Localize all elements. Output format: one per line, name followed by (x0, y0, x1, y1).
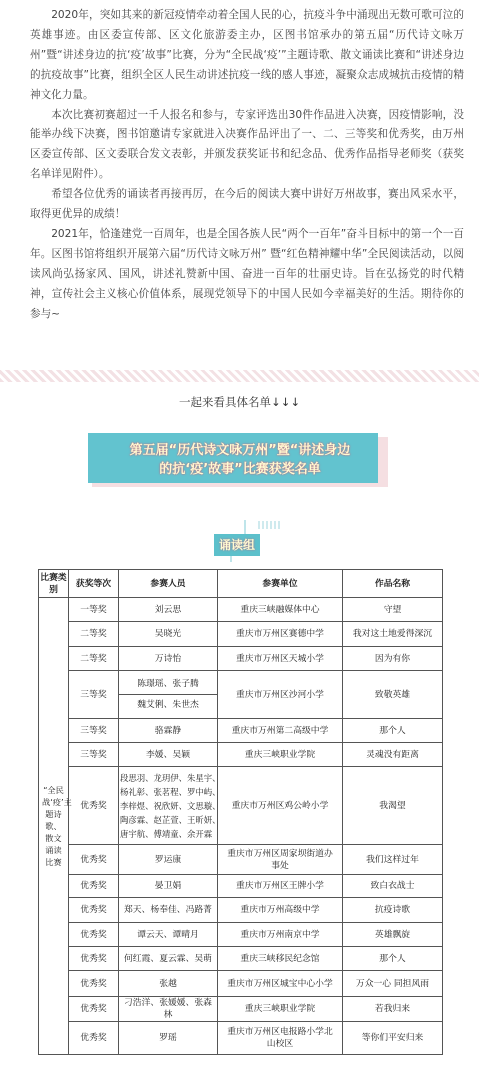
decoration-line (230, 556, 232, 562)
people-cell (119, 1022, 218, 1055)
participant-names: 陈璟瑶、张子腾 (119, 674, 217, 695)
unit-cell: 重庆市万州区赛德中学 (218, 622, 343, 647)
participant-names: 陶彦霖、赵芷萱、王昕妍、 (120, 814, 221, 825)
award-cell: 优秀奖 (69, 1022, 119, 1055)
table-row (39, 971, 443, 997)
unit-cell: 重庆市万州区鸡公岭小学 (218, 767, 343, 845)
award-cell: 优秀奖 (69, 898, 119, 923)
table-row (39, 767, 443, 845)
header-people: 参赛人员 (119, 570, 218, 598)
participant-names: 何红霞、夏云霖、吴萌 (124, 953, 212, 964)
participant-names: 骆霖静 (154, 725, 182, 736)
people-cell (119, 598, 218, 622)
unit-cell: 重庆市万州区天城小学 (218, 647, 343, 671)
work-cell: 我对这土地爱得深沉 (343, 622, 443, 647)
people-cell (119, 767, 221, 845)
header-award: 获奖等次 (69, 570, 119, 598)
awards-table (38, 569, 443, 1055)
people-cell (119, 719, 218, 743)
table-row (39, 647, 443, 671)
decoration-dots (258, 521, 280, 529)
participant-names: 唐宇航、傅靖童、余开霖 (120, 828, 213, 839)
table-row (39, 898, 443, 923)
participant-names: 罗运康 (154, 854, 182, 865)
work-cell: 我渴望 (343, 767, 443, 845)
banner-title-line1: 第五届“历代诗文咏万州”暨“讲述身边 (129, 443, 351, 458)
work-cell: 若我归来 (343, 997, 443, 1022)
unit-cell: 重庆市万州高级中学 (218, 898, 343, 923)
people-cell (119, 647, 218, 671)
unit-cell: 重庆市万州区电报路小学北山校区 (218, 1022, 343, 1055)
intro-paragraph: 2021年，恰逢建党一百周年，也是全国各族人民“两个一百年”奋斗目标中的第一个一百年。区图书馆将组织开展第六届“历代诗文咏万州” 暨“红色精神耀中华”全民阅读活动，以阅读风尚弘扬家风、国风，讲述礼赞新中国、奋进一百年的壮丽史诗。旨在弘扬党的时代精神，宣传社会主义核心价值体系，展现党领导下的中国人民如今幸福美好的生活。期待你的参与~ (30, 227, 464, 320)
lead-text: 一起来看具体名单↓↓↓ (179, 395, 300, 409)
table-row (39, 875, 443, 898)
header-unit: 参赛单位 (218, 570, 343, 598)
people-cell (119, 845, 218, 875)
award-cell: 优秀奖 (69, 845, 119, 875)
participant-names: 罗瑶 (159, 1033, 177, 1043)
table-row (39, 622, 443, 647)
intro-paragraph: 本次比赛初赛超过一千人报名和参与，专家评选出30件作品进入决赛，因疫情影响，没能举办线下决赛，图书馆邀请专家就进入决赛作品评出了一、二、三等奖和优秀奖，由万州区委宣传部、区文委联合发文表彰，并颁发获奖证书和纪念品、优秀作品指导老师奖（获奖名单详见附件）。 (30, 108, 464, 181)
award-cell: 三等奖 (69, 671, 119, 719)
participant-names: 晏卫娟 (154, 881, 182, 891)
people-cell (119, 923, 218, 947)
participant-names: 刁浩洋、张媛媛、张森林 (124, 998, 212, 1020)
table-row (39, 997, 443, 1022)
section-divider (0, 370, 479, 382)
unit-cell: 重庆市万州区周家坝街道办事处 (218, 845, 343, 875)
participant-names: 万诗怡 (154, 653, 182, 664)
table-row (39, 743, 443, 767)
participant-names: 杨礼彰、张茗程、罗中屿、 (120, 786, 221, 797)
table-row (39, 719, 443, 743)
table-row (39, 671, 443, 719)
work-cell: 致白衣战士 (343, 875, 443, 898)
work-cell: 等你们平安归来 (343, 1022, 443, 1055)
award-cell: 三等奖 (69, 719, 119, 743)
participant-names: 李梓煜、祝欣妍、文思璇、 (120, 800, 221, 811)
participant-names: 刘云思 (154, 604, 182, 615)
award-cell: 优秀奖 (69, 947, 119, 971)
table-row (39, 1022, 443, 1055)
banner-title-line2: 的抗‘疫’故事”比赛获奖名单 (159, 462, 321, 477)
header-work: 作品名称 (343, 570, 443, 598)
category-cell: “全民战‘疫’主题诗歌、散文诵读比赛 (39, 598, 69, 1055)
participant-names: 谭云天、谭晴月 (137, 929, 199, 940)
unit-cell: 重庆三峡职业学院 (218, 743, 343, 767)
work-cell: 灵魂没有距离 (343, 743, 443, 767)
work-cell: 致敬英雄 (343, 671, 443, 719)
participant-names: 郑天、杨奉佳、冯路菁 (124, 905, 212, 915)
unit-cell: 重庆市万州区沙河小学 (218, 671, 343, 719)
people-cell (119, 971, 218, 997)
people-cell (119, 898, 218, 923)
group-heading (202, 518, 277, 560)
table-row (39, 923, 443, 947)
unit-cell: 重庆市万州第二高级中学 (218, 719, 343, 743)
award-cell: 优秀奖 (69, 923, 119, 947)
table-row (39, 598, 443, 622)
work-cell: 抗疫诗歌 (343, 898, 443, 923)
decoration-line (244, 520, 246, 534)
people-cell (119, 947, 218, 971)
unit-cell: 重庆市万州区城宝中心小学 (218, 971, 343, 997)
participant-names: 张越 (159, 978, 177, 989)
award-cell: 优秀奖 (69, 997, 119, 1022)
header-category: 比赛类别 (39, 570, 69, 598)
award-cell: 优秀奖 (69, 767, 119, 845)
work-cell: 万众一心 同担风雨 (343, 971, 443, 997)
award-cell: 一等奖 (69, 598, 119, 622)
participant-names: 魏艾俐、朱世杰 (137, 700, 199, 710)
participant-names: 李媛、吴颖 (146, 749, 190, 760)
intro-text (30, 6, 464, 325)
work-cell: 守望 (343, 598, 443, 622)
people-cell (119, 875, 218, 898)
work-cell: 我们这样过年 (343, 845, 443, 875)
participant-names: 段思羽、龙玥伊、朱星宇、 (120, 772, 221, 783)
table-row (39, 845, 443, 875)
people-cell (119, 671, 218, 719)
award-cell: 三等奖 (69, 743, 119, 767)
participant-names: 吴晓光 (154, 629, 182, 639)
people-cell (119, 743, 218, 767)
title-banner (92, 437, 388, 487)
table-row (39, 947, 443, 971)
intro-paragraph: 2020年，突如其来的新冠疫情牵动着全国人民的心，抗疫斗争中涌现出无数可歌可泣的英雄事迹。由区委宣传部、区文化旅游委主办，区图书馆承办的第五届“历代诗文咏万州”暨“讲述身边的抗‘疫’故事”比赛，分为“全民战‘疫’”主题诗歌、散文诵读比赛和“讲述身边的抗疫故事”比赛，组织全区人民生动讲述抗疫一线的感人事迹，凝聚众志成城抗击疫情的精神文化力量。 (30, 9, 464, 101)
award-cell: 优秀奖 (69, 875, 119, 898)
intro-paragraph: 希望各位优秀的诵读者再接再厉，在今后的阅读大赛中讲好万州故事，赛出风采水平，取得更优异的成绩！ (30, 188, 464, 221)
unit-cell: 重庆三峡职业学院 (218, 997, 343, 1022)
work-cell: 英雄飘旋 (343, 923, 443, 947)
work-cell: 因为有你 (343, 647, 443, 671)
award-cell: 二等奖 (69, 622, 119, 647)
unit-cell: 重庆三峡融媒体中心 (218, 598, 343, 622)
unit-cell: 重庆三峡移民纪念馆 (218, 947, 343, 971)
group-label: 诵读组 (218, 538, 255, 552)
unit-cell: 重庆市万州区王牌小学 (218, 875, 343, 898)
work-cell: 那个人 (343, 947, 443, 971)
people-cell (119, 997, 218, 1022)
table-header-row (39, 570, 443, 598)
award-cell: 二等奖 (69, 647, 119, 671)
people-cell (119, 622, 218, 647)
work-cell: 那个人 (343, 719, 443, 743)
award-cell: 优秀奖 (69, 971, 119, 997)
unit-cell: 重庆市万州南京中学 (218, 923, 343, 947)
banner-title (92, 441, 388, 479)
